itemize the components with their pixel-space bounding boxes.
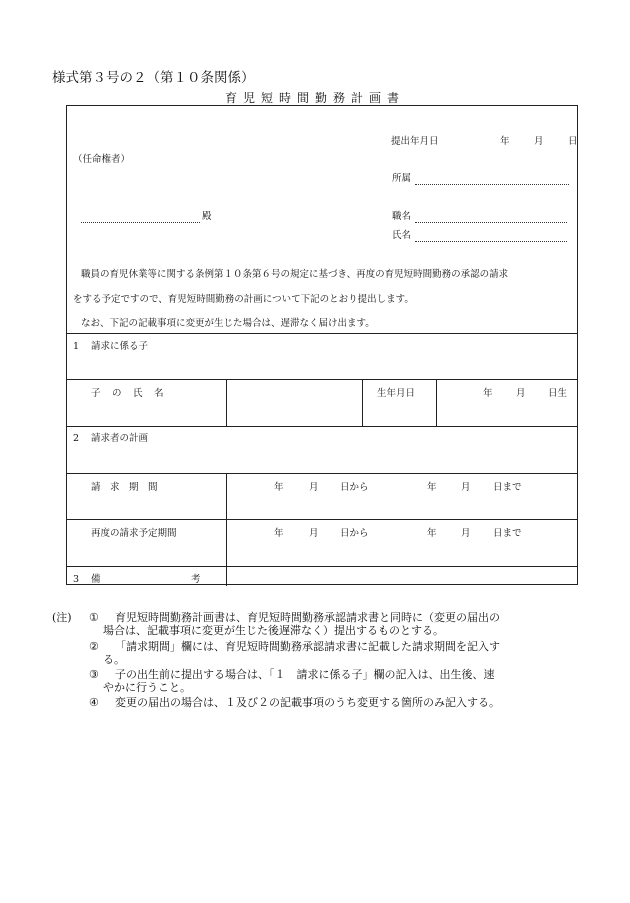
submission-year: 年 [500,136,510,147]
next-end-year: 年 [427,528,437,539]
form-number: 様式第３号の２（第１０条関係） [52,70,255,86]
authority-name-field[interactable] [81,222,200,223]
divider [436,379,437,426]
remarks-label-a: 備 [91,574,101,585]
period-start-month: 月 [309,482,319,493]
note1-mark: ① [89,611,99,624]
body-text-line2: をする予定ですので、育児短時間勤務の計画について下記のとおり提出します。 [73,294,414,305]
position-field[interactable] [415,222,567,223]
birth-day: 日生 [548,388,568,399]
period-end-year: 年 [427,482,437,493]
next-end-month: 月 [461,528,471,539]
period-start-day: 日から [340,482,369,493]
divider [362,379,363,426]
form-sheet [66,105,578,585]
notes-prefix: (注) [52,611,72,624]
section3-number: 3 [73,574,80,585]
next-request-period-label: 再度の請求予定期間 [91,528,177,539]
position-label: 職名 [392,211,412,222]
note1-line1: 育児短時間勤務計画書は、育児短時間勤務承認請求書と同時に（変更の届出の [115,611,500,624]
remarks-field[interactable] [227,567,577,585]
submission-date-label: 提出年月日 [391,136,439,147]
birth-month: 月 [516,388,526,399]
remarks-label-b: 考 [191,574,201,585]
divider [67,519,578,520]
name-field[interactable] [415,241,567,242]
child-name-field[interactable] [227,380,362,426]
note1-line2: 場合は、記載事項に変更が生じた後遅滞なく）提出するものとする。 [103,624,444,637]
note3-line1: 子の出生前に提出する場合は、「１ 請求に係る子」欄の記入は、出生後、速 [115,668,495,681]
note2-mark: ② [89,640,99,653]
honorific: 殿 [202,211,212,222]
submission-day: 日 [568,136,578,147]
note3-mark: ③ [89,668,99,681]
next-end-day: 日まで [493,528,522,539]
note4-mark: ④ [89,696,99,709]
period-end-day: 日まで [493,482,522,493]
department-label: 所属 [392,173,412,184]
period-start-year: 年 [274,482,284,493]
section2-title: 請求者の計画 [91,433,149,444]
child-name-label: 子 の 氏 名 [91,388,165,399]
section1-title: 請求に係る子 [91,341,149,352]
department-field[interactable] [415,184,569,185]
next-start-month: 月 [309,528,319,539]
note3-line2: やかに行うこと。 [103,681,191,694]
divider [67,426,578,427]
name-label: 氏名 [392,230,412,241]
note2-line2: る。 [103,653,125,666]
section1-number: 1 [73,341,80,352]
birth-year: 年 [483,388,493,399]
divider [67,473,578,474]
next-start-year: 年 [274,528,284,539]
period-end-month: 月 [461,482,471,493]
body-text-line3: なお、下記の記載事項に変更が生じた場合は、遅滞なく届け出ます。 [81,318,375,329]
request-period-label: 請 求 期 間 [91,482,158,493]
note2-line1: 「請求期間」欄には、育児短時間勤務承認請求書に記載した請求期間を記入す [115,640,500,653]
next-start-day: 日から [340,528,369,539]
body-text-line1: 職員の育児休業等に関する条例第１０条第６号の規定に基づき、再度の育児短時間勤務の承認の請求 [81,269,509,280]
appointing-authority-label: （任命権者） [73,154,131,165]
note4-line1: 変更の届出の場合は、１及び２の記載事項のうち変更する箇所のみ記入する。 [115,696,500,709]
page-title: 育児短時間勤務計画書 [224,91,405,105]
divider [67,333,578,334]
section2-number: 2 [73,433,80,444]
submission-month: 月 [534,136,544,147]
birthdate-label: 生年月日 [377,388,416,399]
